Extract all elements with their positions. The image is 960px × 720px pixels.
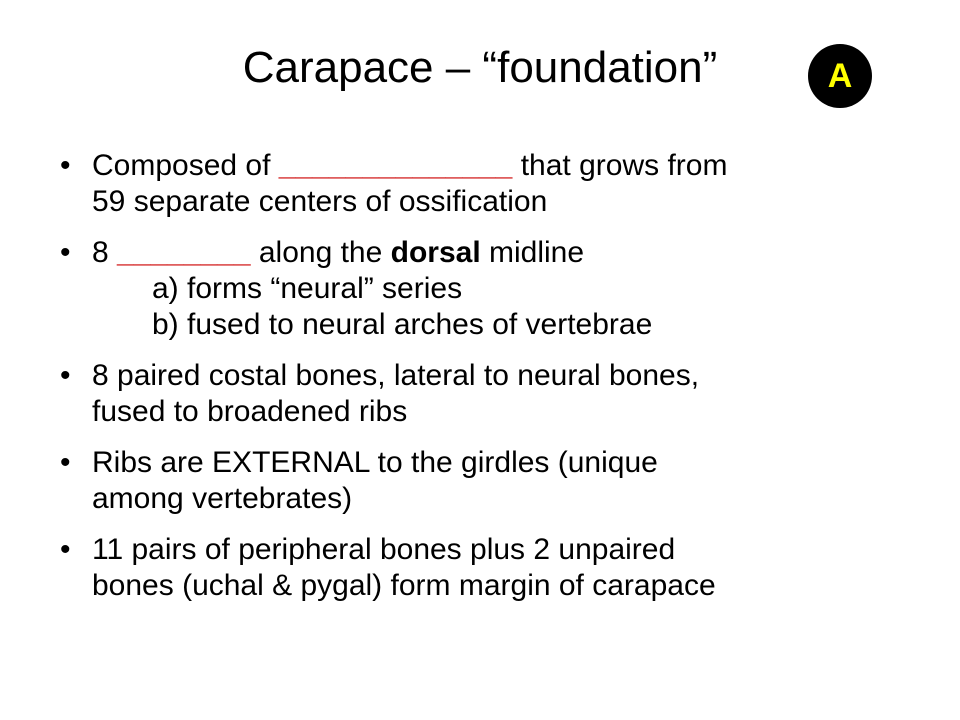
bullet-icon: • bbox=[60, 149, 71, 182]
bullet-text: 8 bbox=[92, 236, 118, 269]
bullet-line bbox=[92, 148, 940, 184]
bullet-item-composition bbox=[60, 148, 940, 220]
bullet-icon: • bbox=[60, 446, 71, 479]
bullet-line: fused to broadened ribs bbox=[92, 395, 408, 428]
bullet-line: 8 paired costal bones, lateral to neural bones, bbox=[92, 359, 700, 392]
bullet-text: Composed of bbox=[92, 149, 279, 182]
bullet-line: 11 pairs of peripheral bones plus 2 unpaired bbox=[92, 533, 676, 566]
bullet-item-ribs-external bbox=[60, 445, 940, 517]
fill-in-blank: ______________ bbox=[278, 149, 513, 182]
bullet-item-dorsal-midline bbox=[60, 235, 940, 343]
slide-title: Carapace – “foundation” bbox=[242, 43, 718, 92]
sub-point-a: a) forms “neural” series bbox=[152, 272, 463, 305]
bullet-line: bones (uchal & pygal) form margin of carapace bbox=[92, 569, 716, 602]
bullet-line: among vertebrates) bbox=[92, 482, 353, 515]
fill-in-blank: ________ bbox=[117, 236, 251, 269]
bullet-text: along the bbox=[250, 236, 391, 269]
bullet-line: 59 separate centers of ossification bbox=[92, 185, 548, 218]
bullet-line: Ribs are EXTERNAL to the girdles (unique bbox=[92, 446, 658, 479]
bullet-item-costal-bones bbox=[60, 358, 940, 430]
bullet-text: that grows from bbox=[512, 149, 728, 182]
bullet-list bbox=[60, 148, 940, 619]
bullet-icon: • bbox=[60, 236, 71, 269]
bullet-text: midline bbox=[480, 236, 585, 269]
bullet-line bbox=[92, 235, 940, 271]
section-badge: A bbox=[808, 44, 872, 108]
bullet-item-peripheral-bones bbox=[60, 532, 940, 604]
bullet-icon: • bbox=[60, 359, 71, 392]
bold-term: dorsal bbox=[390, 236, 481, 269]
bullet-icon: • bbox=[60, 533, 71, 566]
sub-point-b: b) fused to neural arches of vertebrae bbox=[152, 308, 653, 341]
